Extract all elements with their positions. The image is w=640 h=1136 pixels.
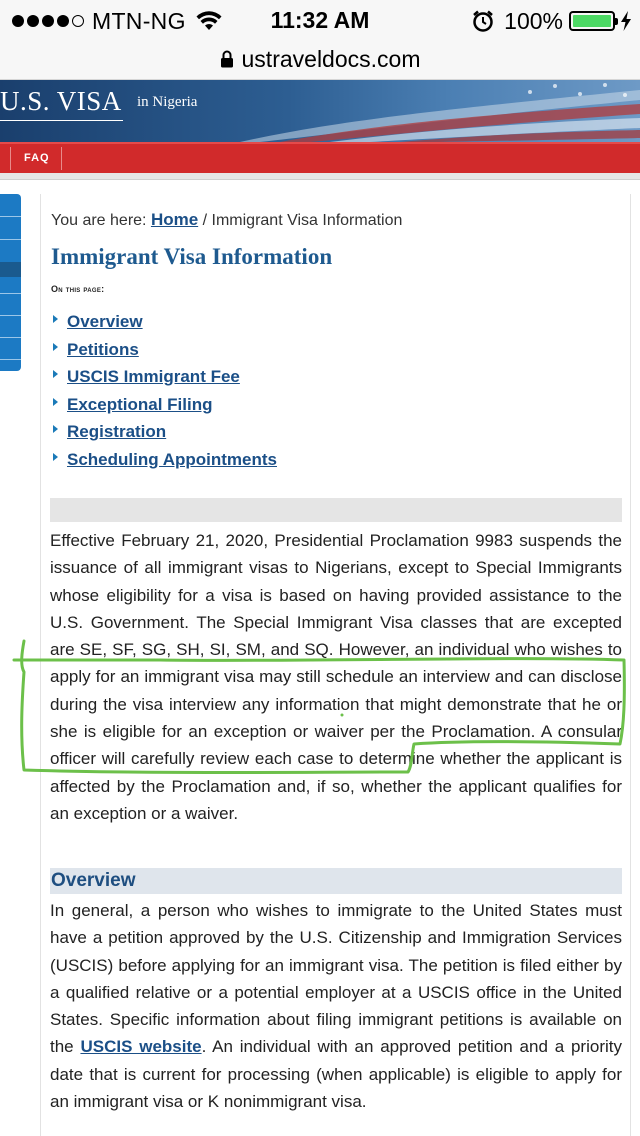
- lock-icon: [220, 50, 234, 68]
- alarm-icon: [472, 10, 494, 32]
- breadcrumb: [51, 210, 402, 230]
- toc-item: [53, 312, 277, 340]
- sidebar-divider: [0, 239, 21, 240]
- overview-paragraph: [50, 897, 622, 1115]
- battery-icon: [569, 11, 615, 31]
- bullet-arrow-icon: [53, 315, 58, 323]
- toc-link-exceptional-filing[interactable]: Exceptional Filing: [67, 394, 213, 414]
- overview-text-after: . An individual with an approved petition and a priority date that is current for processing (when applicable) is eligible to apply for an immigrant visa or K nonimmigrant visa.: [50, 1037, 622, 1112]
- toc-item: [53, 450, 277, 478]
- on-this-page-label: [51, 284, 104, 294]
- sidebar-divider: [0, 359, 21, 360]
- toc-link-uscis-fee[interactable]: USCIS Immigrant Fee: [67, 367, 240, 386]
- intro-paragraph: Effective February 21, 2020, Presidential Proclamation 9983 suspends the issuance of all immigrant visas to Nigerians, except to Special Immigrants whose eligibility for a visa is based on having provided assistance to the U.S. Government. The Special Immigrant Visa classes that are excepted are SE, SF, SG, SH, SI, SM, and SQ. However, an individual who wishes to apply for an immigrant visa may still schedule an interview and can disclose during the visa interview any information that might demonstrate that he or she is eligible for an exception or waiver per the Proclamation. A consular officer will carefully review each case to determine whether the applicant is affected by the Proclamation and, if so, whether the applicant qualifies for an exception or a waiver.: [50, 531, 622, 823]
- url-text[interactable]: ustraveldocs.com: [241, 46, 421, 72]
- uscis-website-link[interactable]: USCIS website: [80, 1037, 202, 1057]
- main-nav: [0, 142, 640, 173]
- status-right: [472, 8, 632, 34]
- toc-item: [53, 422, 277, 450]
- breadcrumb-current: Immigrant Visa Information: [211, 212, 403, 229]
- site-subtitle: in Nigeria: [137, 94, 198, 110]
- battery-percentage: 100%: [504, 7, 563, 34]
- on-this-page-text: On this page:: [51, 284, 105, 294]
- status-bar: [0, 0, 640, 40]
- flag-graphic: [200, 80, 640, 142]
- nav-shadow: [0, 173, 640, 180]
- page-toc: [53, 312, 277, 477]
- toc-link-scheduling[interactable]: Scheduling Appointments: [67, 449, 277, 469]
- sidebar-divider: [0, 337, 21, 338]
- bullet-arrow-icon: [53, 398, 58, 406]
- page-title: Immigrant Visa Information: [51, 244, 333, 269]
- bullet-arrow-icon: [53, 343, 58, 351]
- sidebar-divider: [0, 315, 21, 316]
- sidebar-menu[interactable]: [0, 194, 21, 371]
- sidebar-divider: [0, 216, 21, 217]
- toc-link-petitions[interactable]: Petitions: [67, 339, 139, 359]
- site-title[interactable]: U.S. VISA: [0, 86, 122, 116]
- overview-text-before: In general, a person who wishes to immigrate to the United States must have a petition approved by the U.S. Citizenship and Immigration Services (USCIS) before applying for an immigrant visa. The petition is filed either by a qualified relative or a potential employer at a USCIS office in the United States. Specific information about filing immigrant petitions is available on the: [50, 901, 622, 1057]
- breadcrumb-separator: /: [198, 212, 212, 229]
- overview-heading: [50, 868, 622, 894]
- status-time: 11:32 AM: [270, 7, 370, 33]
- nav-divider: [61, 147, 62, 170]
- toc-item: [53, 340, 277, 368]
- bullet-arrow-icon: [53, 425, 58, 433]
- breadcrumb-prefix: You are here:: [51, 212, 151, 229]
- breadcrumb-home-link[interactable]: Home: [150, 210, 199, 229]
- carrier-name: MTN-NG: [92, 7, 186, 34]
- charging-bolt-icon: [620, 11, 632, 31]
- toc-link-registration[interactable]: Registration: [67, 422, 167, 441]
- sidebar-divider: [0, 293, 21, 294]
- nav-item-faq[interactable]: FAQ: [24, 152, 50, 164]
- bullet-arrow-icon: [53, 370, 58, 378]
- bullet-arrow-icon: [53, 453, 58, 461]
- site-banner: [0, 80, 640, 142]
- address-bar[interactable]: [0, 40, 640, 80]
- toc-item: [53, 395, 277, 423]
- toc-item: [53, 367, 277, 395]
- sidebar-item-active[interactable]: [0, 262, 21, 277]
- notice-bar: [50, 498, 622, 522]
- toc-link-overview[interactable]: Overview: [67, 312, 143, 331]
- main-content: [40, 194, 631, 1136]
- title-underline: [0, 120, 123, 121]
- nav-divider: [10, 147, 11, 170]
- overview-heading-text: Overview: [51, 870, 136, 891]
